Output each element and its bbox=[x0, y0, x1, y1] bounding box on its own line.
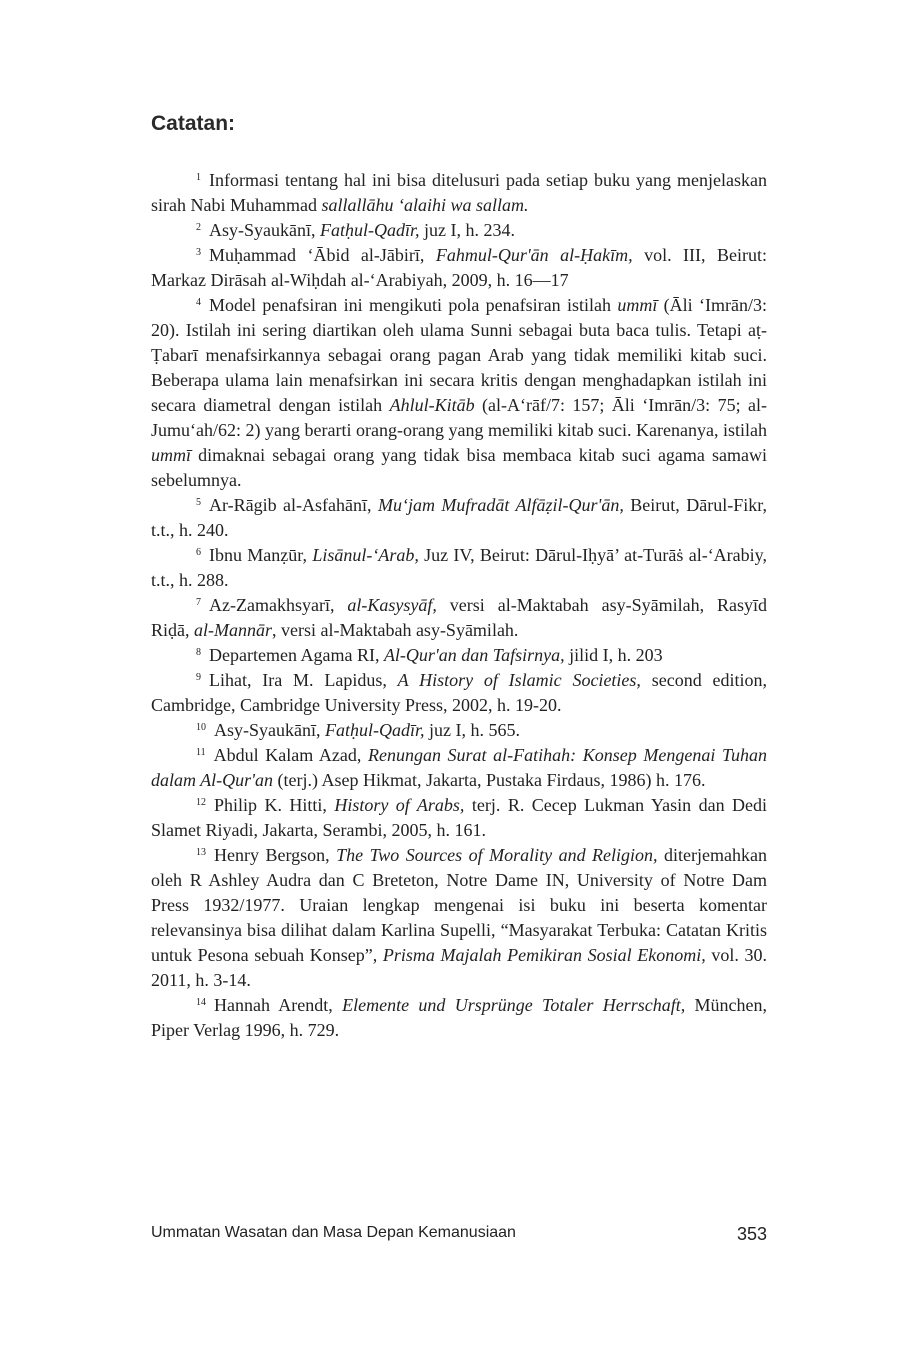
endnote-3 bbox=[151, 243, 767, 293]
endnote-title: Prisma Majalah Pemikiran Sosial Ekonomi, bbox=[382, 945, 706, 965]
endnote-4 bbox=[151, 293, 767, 493]
endnote-8 bbox=[151, 643, 767, 668]
endnote-text: Juz IV, Beirut: Dārul-Iḥyā’ at-Turāṡ al-‘Arabiy, t.t., h. 288. bbox=[151, 545, 767, 590]
endnote-text: second edition, Cambridge, Cambridge University Press, 2002, h. 19-20. bbox=[151, 670, 767, 715]
endnote-title: ummī bbox=[151, 445, 191, 465]
endnote-text: Az-Zamakhsyarī, bbox=[209, 595, 348, 615]
endnote-text: Henry Bergson, bbox=[214, 845, 337, 865]
endnote-text: versi al-Maktabah asy-Syāmilah, Rasyīd Riḍā, bbox=[151, 595, 767, 640]
endnote-title: History of Arabs, bbox=[334, 795, 465, 815]
page-heading: Catatan: bbox=[151, 112, 236, 135]
endnote-text: vol. III, Beirut: Markaz Dirāsah al-Wiḥdah al-‘Arabiyah, 2009, h. 16—17 bbox=[151, 245, 767, 290]
endnote-title: sallallāhu ‘alaihi wa sallam. bbox=[321, 195, 529, 215]
endnote-text: (terj.) Asep Hikmat, Jakarta, Pustaka Firdaus, 1986) h. 176. bbox=[273, 770, 706, 790]
endnote-13 bbox=[151, 843, 767, 993]
endnote-text: vol. 30. 2011, h. 3-14. bbox=[151, 945, 767, 990]
page-number: 353 bbox=[736, 1224, 767, 1244]
endnote-7 bbox=[151, 593, 767, 643]
endnote-number: 2 bbox=[196, 222, 201, 233]
endnote-9 bbox=[151, 668, 767, 718]
endnote-text: Lihat, Ira M. Lapidus, bbox=[209, 670, 398, 690]
endnote-number: 7 bbox=[196, 597, 201, 608]
endnote-title: The Two Sources of Morality and Religion, bbox=[336, 845, 658, 865]
endnote-6 bbox=[151, 543, 767, 593]
endnote-number: 9 bbox=[196, 672, 201, 683]
endnote-title: Fatḥul-Qadīr, bbox=[325, 720, 425, 740]
endnote-2 bbox=[151, 218, 767, 243]
endnote-11 bbox=[151, 743, 767, 793]
endnote-number: 14 bbox=[196, 997, 206, 1008]
endnote-title: Mu‘jam Mufradāt Alfāẓil-Qur'ān, bbox=[377, 495, 624, 515]
endnote-title: Fahmul-Qur'ān al-Ḥakīm, bbox=[435, 245, 633, 265]
endnote-title: Ahlul-Kitāb bbox=[389, 395, 475, 415]
endnote-text: terj. R. Cecep Lukman Yasin dan Dedi Slamet Riyadi, Jakarta, Serambi, 2005, h. 161. bbox=[151, 795, 768, 840]
endnote-14 bbox=[151, 993, 767, 1043]
running-title: Ummatan Wasatan dan Masa Depan Kemanusiaan bbox=[151, 1224, 516, 1241]
endnote-title: Al-Qur'an dan Tafsirnya, bbox=[383, 645, 565, 665]
endnote-text: Beirut, Dārul-Fikr, t.t., h. 240. bbox=[151, 495, 767, 540]
endnote-number: 4 bbox=[196, 297, 201, 308]
endnote-number: 5 bbox=[196, 497, 201, 508]
endnote-title: Renungan Surat al-Fatihah: Konsep Mengenai Tuhan dalam Al-Qur'an bbox=[151, 745, 767, 790]
endnote-1 bbox=[151, 168, 767, 218]
endnote-text: Departemen Agama RI, bbox=[209, 645, 384, 665]
endnote-number: 3 bbox=[196, 247, 201, 258]
endnote-number: 8 bbox=[196, 647, 201, 658]
endnote-title: al-Kasysyāf, bbox=[347, 595, 437, 615]
endnote-text: jilid I, h. 203 bbox=[564, 645, 663, 665]
page-footer bbox=[151, 1224, 767, 1245]
endnote-5 bbox=[151, 493, 767, 543]
endnote-text: Ar-Rāgib al-Asfahānī, bbox=[209, 495, 378, 515]
endnote-text: Ibnu Manẓūr, bbox=[209, 545, 313, 565]
endnote-number: 1 bbox=[196, 172, 201, 183]
endnote-text: (Āli ‘Imrān/3: 20). Istilah ini sering diartikan oleh ulama Sunni sebagai buta baca tulis. Tetapi aṭ-Ṭabarī menafsirkannya sebagai orang pagan Arab yang tidak memiliki kitab suci. Beberapa ulama lain menafsirkan ini secara kritis dengan menghadapkan istilah ini secara diametral dengan istilah bbox=[151, 295, 767, 415]
endnotes-list bbox=[151, 168, 767, 1043]
endnote-text: Philip K. Hitti, bbox=[214, 795, 335, 815]
endnote-number: 13 bbox=[196, 847, 206, 858]
endnote-text: juz I, h. 565. bbox=[424, 720, 520, 740]
endnote-number: 12 bbox=[196, 797, 206, 808]
endnote-12 bbox=[151, 793, 767, 843]
endnote-10 bbox=[151, 718, 767, 743]
endnote-title: ummī bbox=[617, 295, 658, 315]
endnote-text: Asy-Syaukānī, bbox=[214, 720, 325, 740]
endnote-text: (al-A‘rāf/7: 157; Āli ‘Imrān/3: 75; al-Jumu‘ah/62: 2) yang berarti orang-orang yang memiliki kitab suci. Karenanya, istilah bbox=[151, 395, 767, 440]
endnote-text: Abdul Kalam Azad, bbox=[213, 745, 368, 765]
endnote-text: Model penafsiran ini mengikuti pola penafsiran istilah bbox=[209, 295, 618, 315]
endnote-title: Lisānul-‘Arab, bbox=[312, 545, 419, 565]
endnote-text: juz I, h. 234. bbox=[419, 220, 515, 240]
endnote-text: Informasi tentang hal ini bisa ditelusuri pada setiap buku yang menjelaskan sirah Nabi Muhammad bbox=[151, 170, 767, 215]
endnote-text: Hannah Arendt, bbox=[214, 995, 343, 1015]
endnote-text: , versi al-Maktabah asy-Syāmilah. bbox=[272, 620, 519, 640]
endnote-text: dimaknai sebagai orang yang tidak bisa membaca kitab suci agama samawi sebelumnya. bbox=[151, 445, 767, 490]
endnote-text: Muḥammad ‘Ābid al-Jābirī, bbox=[209, 245, 436, 265]
endnote-text: Asy-Syaukānī, bbox=[209, 220, 320, 240]
endnote-title: A History of Islamic Societies, bbox=[397, 670, 641, 690]
endnote-number: 10 bbox=[196, 722, 206, 733]
endnote-title: Fatḥul-Qadīr, bbox=[320, 220, 420, 240]
endnote-number: 11 bbox=[196, 747, 206, 758]
endnote-title: Elemente und Ursprünge Totaler Herrschaft, bbox=[342, 995, 686, 1015]
endnote-text: München, Piper Verlag 1996, h. 729. bbox=[151, 995, 768, 1040]
endnote-title: al-Mannār bbox=[194, 620, 272, 640]
endnote-number: 6 bbox=[196, 547, 201, 558]
endnote-text: diterjemahkan oleh R Ashley Audra dan C Breteton, Notre Dame IN, University of Notre Dam Press 1932/1977. Uraian lengkap mengenai isi buku ini beserta komentar relevansinya bisa dilihat dalam Karlina Supelli, “Masyarakat Terbuka: Catatan Kritis untuk Pesona sebuah Konsep”, bbox=[151, 845, 768, 965]
